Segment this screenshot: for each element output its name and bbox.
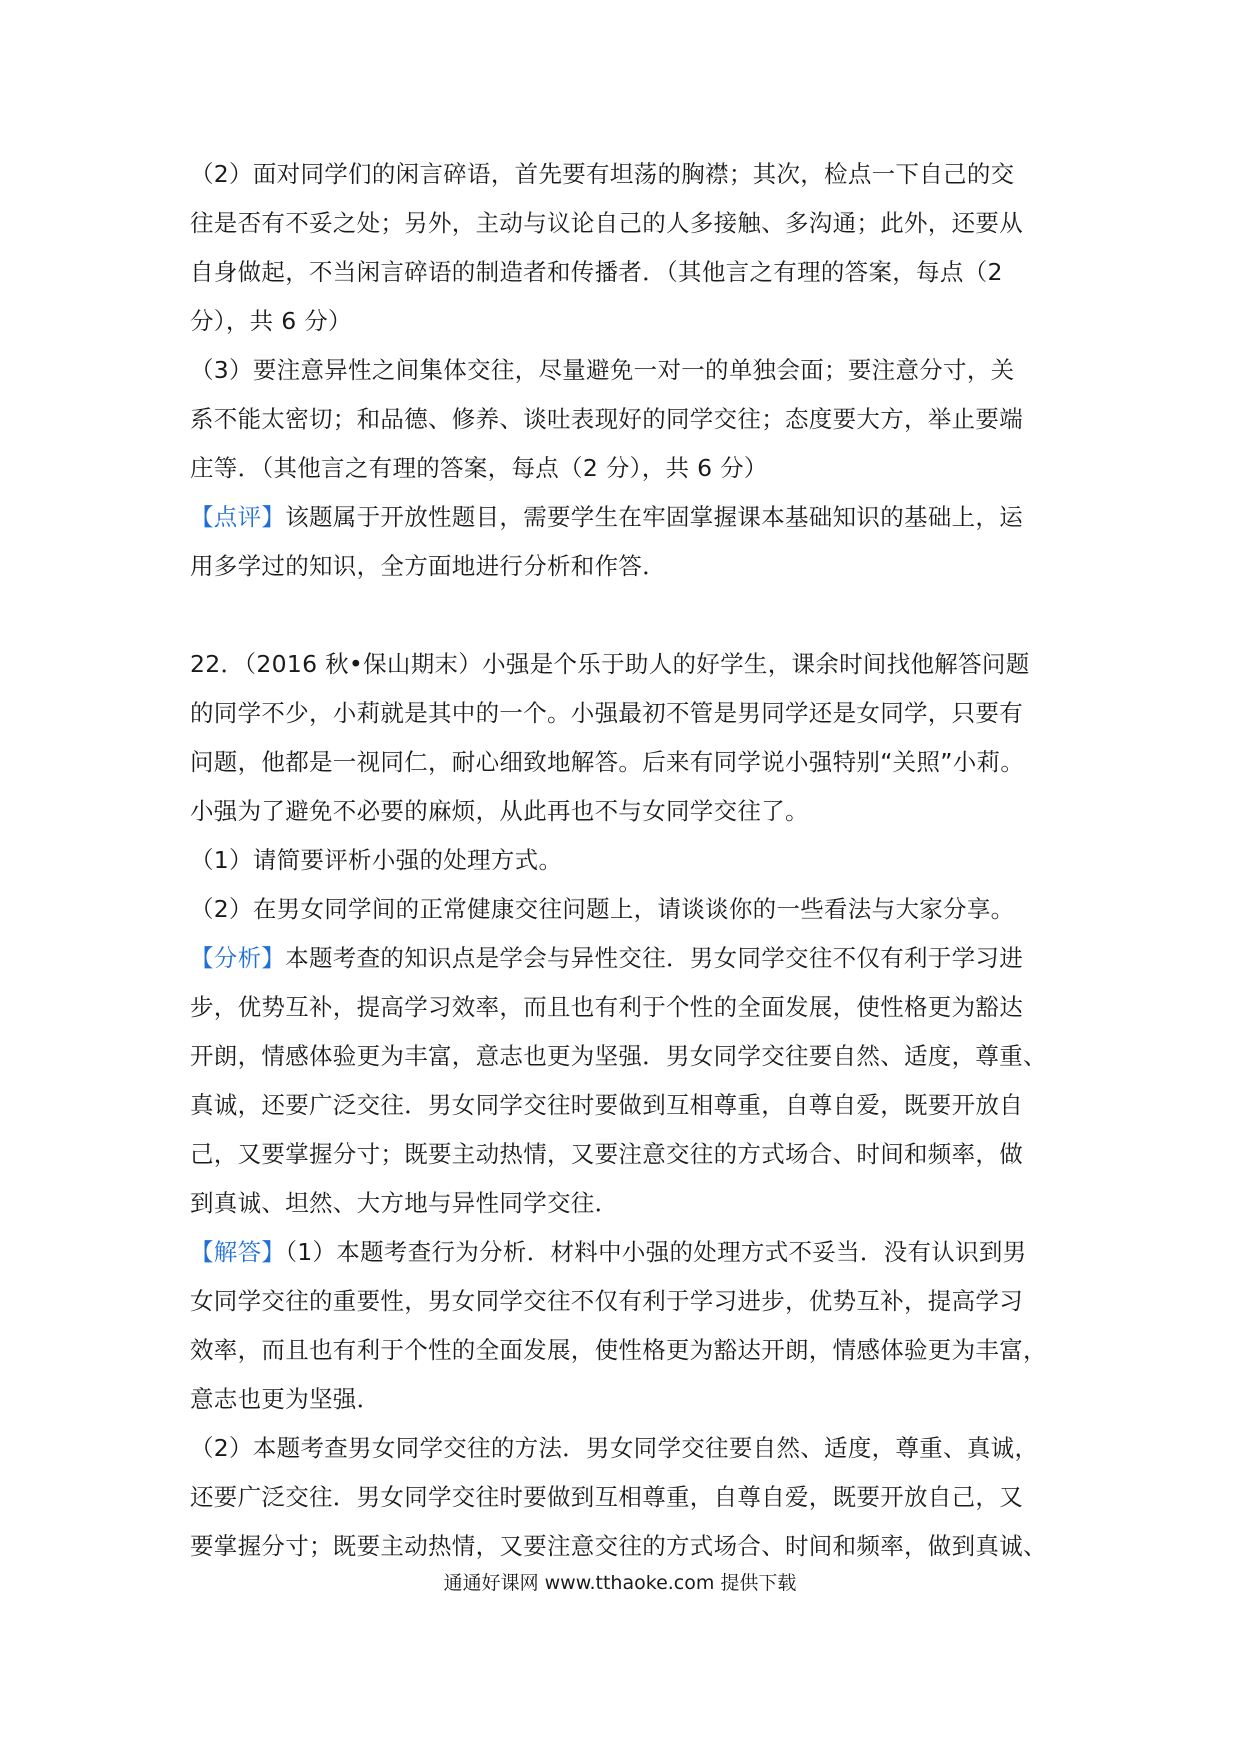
analysis-line (190, 934, 1060, 983)
question-line: 的同学不少，小莉就是其中的一个。小强最初不管是男同学还是女同学，只要有 (190, 699, 1023, 727)
page-footer: 通通好课网 www.tthaoke.com 提供下载 (443, 1572, 797, 1594)
paragraph-line: 分），共 6 分） (190, 307, 352, 335)
question-line: （1）请简要评析小强的处理方式。 (190, 846, 563, 874)
section-a (190, 150, 1060, 591)
analysis-tag: 【分析】 (190, 944, 286, 972)
paragraph-line: （2）面对同学们的闲言碎语，首先要有坦荡的胸襟；其次，检点一下自己的交 (190, 160, 1015, 188)
paragraph-line: 开朗，情感体验更为丰富，意志也更为坚强．男女同学交往要自然、适度，尊重、 (190, 1042, 1047, 1070)
paragraph-line: 到真诚、坦然、大方地与异性同学交往． (190, 1189, 619, 1217)
question-line: （2）在男女同学间的正常健康交往问题上，请谈谈你的一些看法与大家分享。 (190, 895, 1015, 923)
paragraph-line: 用多学过的知识，全方面地进行分析和作答． (190, 552, 666, 580)
spacer (190, 591, 1060, 640)
answer-text: （1）本题考查行为分析．材料中小强的处理方式不妥当．没有认识到男 (285, 1238, 1027, 1266)
answer-tag: 【解答】 (190, 1238, 286, 1266)
paragraph-line: （3）要注意异性之间集体交往，尽量避免一对一的单独会面；要注意分寸，关 (190, 356, 1015, 384)
paragraph-line: 女同学交往的重要性，男女同学交往不仅有利于学习进步，优势互补，提高学习 (190, 1287, 1023, 1315)
paragraph-line: 要掌握分寸；既要主动热情，又要注意交往的方式场合、时间和频率，做到真诚、 (190, 1532, 1047, 1560)
paragraph-line: 自身做起，不当闲言碎语的制造者和传播者．（其他言之有理的答案，每点（2 (190, 258, 1003, 286)
document-body (190, 150, 1060, 1571)
question-line: 问题，他都是一视同仁，耐心细致地解答。后来有同学说小强特别“关照”小莉。 (190, 748, 1025, 776)
answer-line (190, 1228, 1060, 1277)
review-tag: 【点评】 (190, 503, 286, 531)
paragraph-line: 还要广泛交往．男女同学交往时要做到互相尊重，自尊自爱，既要开放自己，又 (190, 1483, 1023, 1511)
paragraph-line: （2）本题考查男女同学交往的方法．男女同学交往要自然、适度，尊重、真诚， (190, 1434, 1039, 1462)
question-line: 22．（2016 秋•保山期末）小强是个乐于助人的好学生，课余时间找他解答问题 (190, 650, 1030, 678)
paragraph-line: 己，又要掌握分寸；既要主动热情，又要注意交往的方式场合、时间和频率，做 (190, 1140, 1023, 1168)
paragraph-line: 步，优势互补，提高学习效率，而且也有利于个性的全面发展，使性格更为豁达 (190, 993, 1023, 1021)
question-22 (190, 640, 1060, 1571)
paragraph-line: 庄等．（其他言之有理的答案，每点（2 分），共 6 分） (190, 454, 768, 482)
paragraph-line: 往是否有不妥之处；另外，主动与议论自己的人多接触、多沟通；此外，还要从 (190, 209, 1023, 237)
review-text: 该题属于开放性题目，需要学生在牢固掌握课本基础知识的基础上，运 (285, 503, 1024, 531)
analysis-text: 本题考查的知识点是学会与异性交往．男女同学交往不仅有利于学习进 (285, 944, 1024, 972)
question-line: 小强为了避免不必要的麻烦，从此再也不与女同学交往了。 (190, 797, 809, 825)
paragraph-line: 效率，而且也有利于个性的全面发展，使性格更为豁达开朗，情感体验更为丰富， (190, 1336, 1047, 1364)
paragraph-line: 真诚，还要广泛交往．男女同学交往时要做到互相尊重，自尊自爱，既要开放自 (190, 1091, 1023, 1119)
paragraph-line: 系不能太密切；和品德、修养、谈吐表现好的同学交往；态度要大方，举止要端 (190, 405, 1023, 433)
review-line (190, 493, 1060, 542)
paragraph-line: 意志也更为坚强． (190, 1385, 381, 1413)
